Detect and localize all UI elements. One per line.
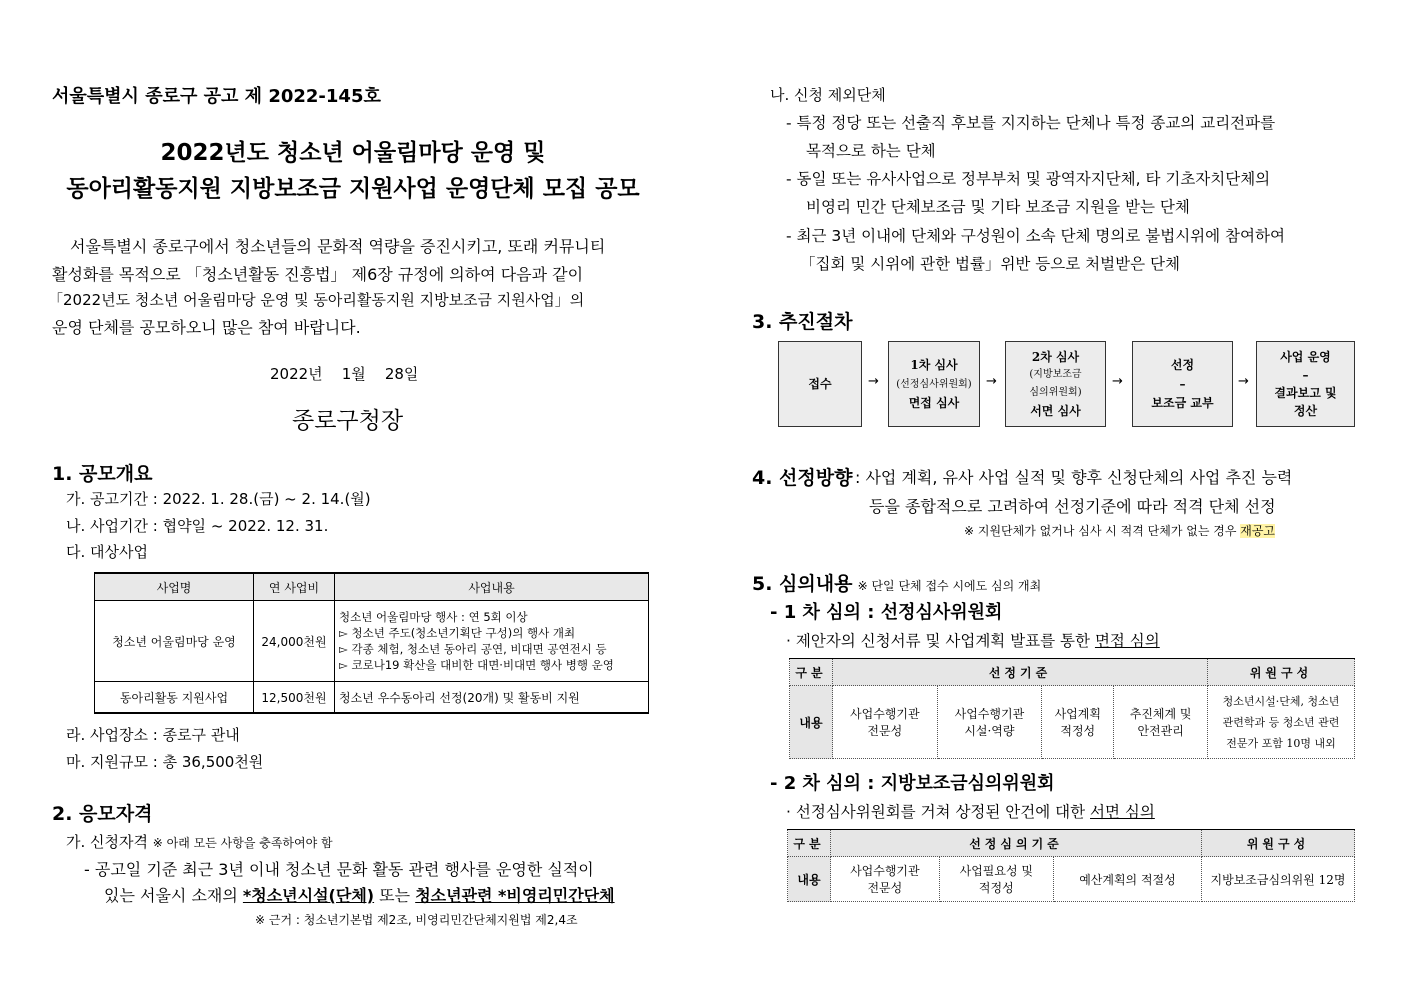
table-row: 동아리활동 지원사업 12,500천원 청소년 우수동아리 선정(20개) 및 활동비 지원 <box>95 682 649 714</box>
s2-line-1: - 공고일 기준 최근 3년 이내 청소년 문화 활동 관련 행사를 운영한 실적이 <box>84 860 594 879</box>
flow-step-second-review: 2차 심사 (지방보조금 심의위원회) 서면 심사 <box>1005 341 1106 427</box>
s1-location: 라. 사업장소 : 종로구 관내 <box>66 726 240 744</box>
s4-note: ※ 지원단체가 없거나 심사 시 적격 단체가 없는 경우 재공고 <box>964 524 1276 538</box>
table-row: 내용 사업수행기관 전문성 사업수행기관 시설·역량 사업계획 적정성 추진체계 및 안전관리 청소년시설·단체, 청소년 관련학과 등 청소년 관련 전문가 포함 10명 내외 <box>790 686 1355 759</box>
s1-period: 가. 공고기간 : 2022. 1. 28.(금) ~ 2. 14.(월) <box>66 490 371 508</box>
intro-line-1: 서울특별시 종로구에서 청소년들의 문화적 역량을 증진시키고, 또래 커뮤니티 <box>70 237 606 256</box>
exclusion-heading: 나. 신청 제외단체 <box>770 86 886 104</box>
flow-step-receipt: 접수 <box>778 341 862 427</box>
exclusion-1a: - 특정 정당 또는 선출직 후보를 지지하는 단체나 특정 종교의 교리전파를 <box>786 114 1276 132</box>
arrow-icon: → <box>1112 374 1123 389</box>
notice-number: 서울특별시 종로구 공고 제 2022-145호 <box>52 86 381 107</box>
s4-line-2: 등을 종합적으로 고려하여 선정기준에 따라 적격 단체 선정 <box>869 497 1276 516</box>
exclusion-2b: 비영리 민간 단체보조금 및 기타 보조금 지원을 받는 단체 <box>806 198 1190 216</box>
section-1-heading: 1. 공모개요 <box>52 463 153 485</box>
review-table-2: 구분 선정심의기준 위원구성 내용 사업수행기관 전문성 사업필요성 및 적정성 예산계획의 적절성 지방보조금심의위원 12명 <box>787 829 1355 902</box>
flow-step-operation: 사업 운영 – 결과보고 및 정산 <box>1256 341 1355 427</box>
s1-target: 다. 대상사업 <box>66 543 148 561</box>
table-row: 청소년 어울림마당 운영 24,000천원 청소년 어울림마당 행사 : 연 5회 이상 ▻ 청소년 주도(청소년기획단 구성)의 행사 개최 ▻ 각종 체험, 청소년 동아리 공연, 비대면 공연전시 등 ▻ 코로나19 확산을 대비한 대면·비대면 행사 병행 운영 <box>95 601 649 682</box>
issuer: 종로구청장 <box>292 408 404 434</box>
col-budget: 연 사업비 <box>254 573 335 601</box>
table-row: 내용 사업수행기관 전문성 사업필요성 및 적정성 예산계획의 적절성 지방보조금심의위원 12명 <box>788 857 1355 902</box>
title-line-1: 2022년도 청소년 어울림마당 운영 및 <box>160 140 546 166</box>
exclusion-2a: - 동일 또는 유사사업으로 정부부처 및 광역자지단체, 타 기초자치단체의 <box>786 170 1271 188</box>
s2-basis-note: ※ 근거 : 청소년기본법 제2조, 비영리민간단체지원법 제2,4조 <box>255 913 578 927</box>
r2-desc: · 선정심사위원회를 거쳐 상정된 안건에 대한 서면 심의 <box>786 803 1155 821</box>
s2-qualification: 가. 신청자격 ※ 아래 모든 사항을 충족하여야 함 <box>66 833 333 851</box>
s4-line-1: : 사업 계획, 유사 사업 실적 및 향후 신청단체의 사업 추진 능력 <box>855 468 1293 487</box>
flow-step-selection: 선정 – 보조금 교부 <box>1132 341 1233 427</box>
arrow-icon: → <box>1238 374 1249 389</box>
exclusion-3b: 「집회 및 시위에 관한 법률」위반 등으로 처벌받은 단체 <box>800 255 1180 273</box>
r1-title: - 1 차 심의 : 선정심사위원회 <box>770 602 1003 623</box>
title-line-2: 동아리활동지원 지방보조금 지원사업 운영단체 모집 공모 <box>66 176 640 202</box>
exclusion-3a: - 최근 3년 이내에 단체와 구성원이 소속 단체 명의로 불법시위에 참여하여 <box>786 227 1285 245</box>
section-2-heading: 2. 응모자격 <box>52 803 153 825</box>
intro-line-4: 운영 단체를 공모하오니 많은 참여 바랍니다. <box>52 318 361 337</box>
r1-desc: · 제안자의 신청서류 및 사업계획 발표를 통한 면접 심의 <box>786 632 1160 650</box>
r2-title: - 2 차 심의 : 지방보조금심의위원회 <box>770 773 1055 794</box>
notice-date: 2022년 1월 28일 <box>270 365 419 383</box>
section-3-heading: 3. 추진절차 <box>752 311 853 333</box>
col-name: 사업명 <box>95 573 254 601</box>
s1-scale: 마. 지원규모 : 총 36,500천원 <box>66 753 264 771</box>
exclusion-1b: 목적으로 하는 단체 <box>806 142 936 160</box>
s2-line-2: 있는 서울시 소재의 *청소년시설(단체) 또는 청소년관련 *비영리민간단체 <box>104 886 615 905</box>
s1-business-period: 나. 사업기간 : 협약일 ~ 2022. 12. 31. <box>66 517 329 535</box>
section-5-heading: 5. 심의내용 ※ 단일 단체 접수 시에도 심의 개최 <box>752 573 1042 595</box>
section-4-heading: 4. 선정방향 <box>752 467 853 489</box>
review-table-1: 구분 선정기준 위원구성 내용 사업수행기관 전문성 사업수행기관 시설·역량 사업계획 적정성 추진체계 및 안전관리 청소년시설·단체, 청소년 관련학과 등 청소년 관련 전문가 포함 10명 내외 <box>789 658 1355 759</box>
business-table <box>94 572 649 714</box>
col-content: 사업내용 <box>335 573 649 601</box>
flow-step-first-review: 1차 심사 (선정심사위원회) 면접 심사 <box>888 341 980 427</box>
intro-line-3: 「2022년도 청소년 어울림마당 운영 및 동아리활동지원 지방보조금 지원사업」의 <box>48 291 585 309</box>
intro-line-2: 활성화를 목적으로 「청소년활동 진흥법」 제6장 규정에 의하여 다음과 같이 <box>52 265 584 284</box>
arrow-icon: → <box>868 374 879 389</box>
arrow-icon: → <box>986 374 997 389</box>
